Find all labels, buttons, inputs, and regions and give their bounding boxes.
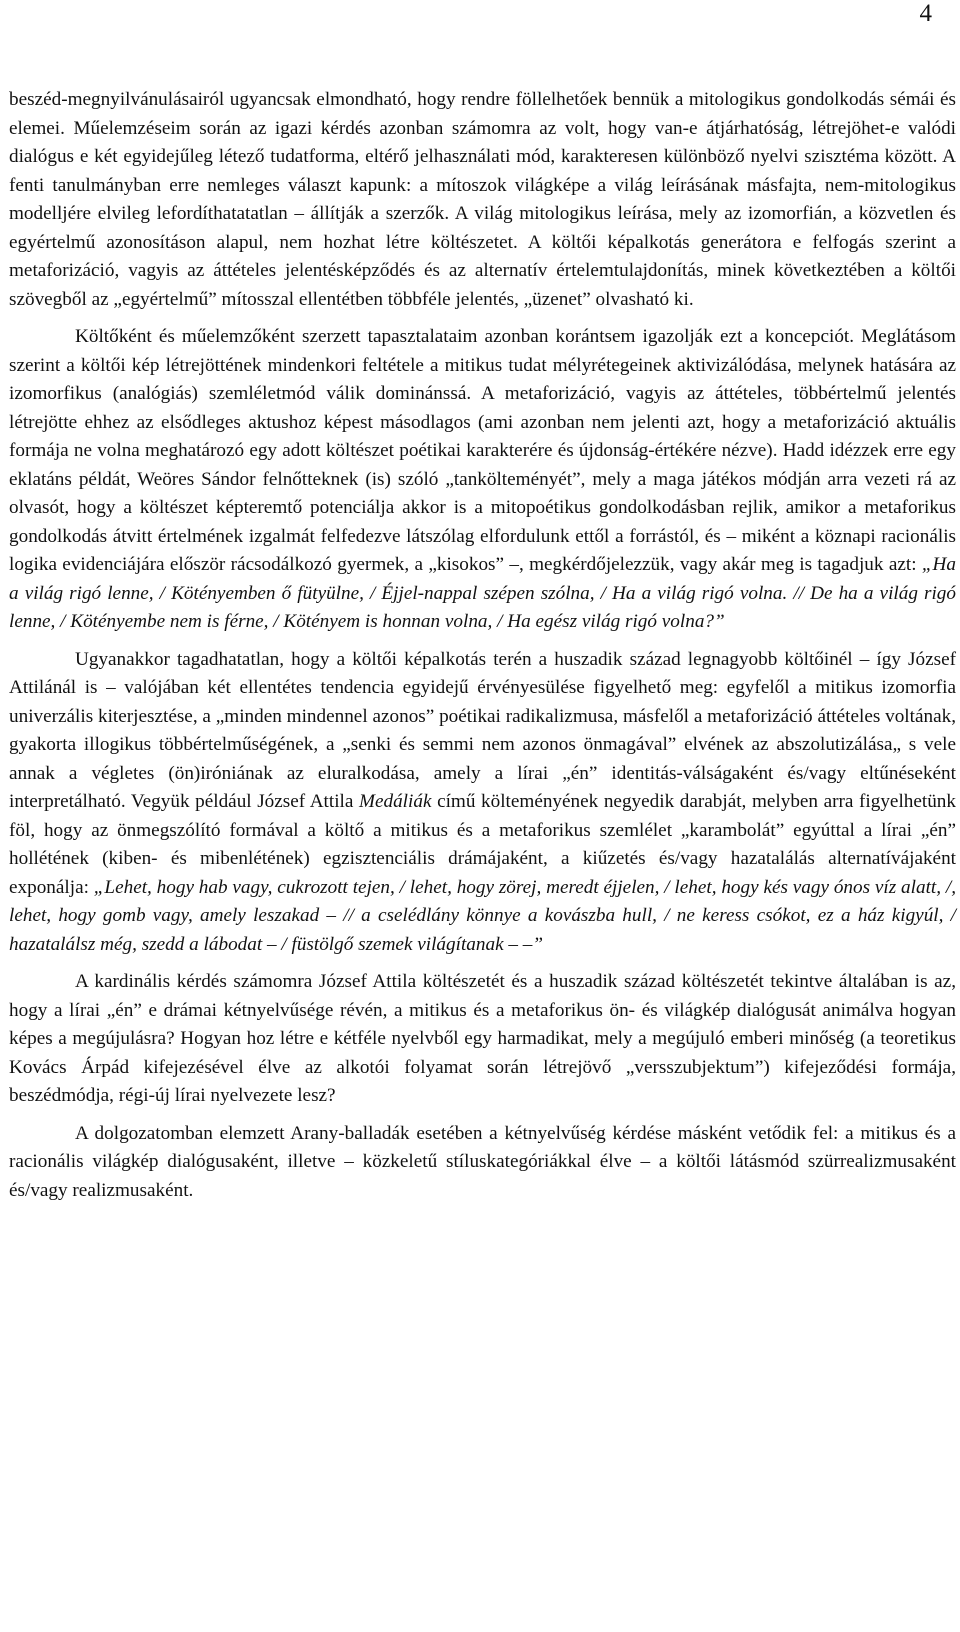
paragraph-1 (9, 86, 956, 314)
page-number: 4 (919, 0, 932, 27)
body-text (9, 86, 956, 1205)
paragraph-5 (9, 1120, 956, 1206)
paragraph-3 (9, 646, 956, 960)
poem-quote-jozsef-attila: „Lehet, hogy hab vagy, cukrozott tejen, / lehet, hogy zörej, meredt éjjelen, / lehet, hogy kés vagy ónos víz alatt, /, lehet, hogy gomb vagy, amely leszakad – // a cselédlány könnye a kovászba hull, / ne keress csókot, ez a ház kigyúl, / hazatalálsz még, szedd a lábodat – / füstölgő szemek világítanak – –” (9, 876, 956, 955)
paragraph-text: Költőként és műelemzőként szerzett tapasztalataim azonban korántsem igazolják ezt a koncepciót. Meglátásom szerint a költői kép létrejöttének mindenkori feltétele a mitikus tudat mélyrétegeinek aktivizálódása, melynek hatására az izomorfikus (analógiás) szemléletmód válik dominánssá. A metaforizáció, vagyis az áttételes, többértelmű jelentés létrejötte ehhez az elsődleges aktushoz képest másodlagos (ami azonban nem jelenti azt, hogy a metaforizáció aktuális formája ne volna meghatározó egy adott költészet poétikai karakterére és újdonság-értékére nézve). Hadd idézzek erre egy eklatáns példát, Weöres Sándor felnőtteknek (is) szóló „tankölteményét”, mely a maga játékos módján arra vezeti rá az olvasót, hogy a költészet képteremtő potenciálja akkor is a mitopoétikus gondolkodásban rejlik, amikor a metaforikus gondolkodás átvitt értelmének izgalmát felfedezve látszólag elfordulunk ettől a forrástól, és – miként a köznapi racionális logika evidenciájára először rácsodálkozó gyermek, a „kisokos” –, megkérdőjelezzük, vagy akár meg is tagadjuk azt: (9, 326, 956, 575)
work-title-medaliak: Medáliák (359, 791, 432, 812)
paragraph-text: A dolgozatomban elemzett Arany-balladák esetében a kétnyelvűség kérdése másként vetődik fel: a mitikus és a racionális világkép dialógusaként, illetve – közkeletű stíluskategóriákkal élve – a költői látásmód szürrealizmusaként és/vagy realizmusaként. (9, 1122, 956, 1201)
paragraph-2 (9, 323, 956, 637)
paragraph-4 (9, 968, 956, 1111)
paragraph-text: című költeményének negyedik darabját, melyben arra figyelhetünk föl, hogy az önmegszólító formával a költő a mitikus és a metaforikus szemlélet „karambolát” egyúttal a lírai „én” hollétének (kiben- és mibenlétének) egzisztenciális drámájaként, a kiűzetés és/vagy hazatalálás alternatívájaként exponálja: (9, 791, 956, 898)
paragraph-text: beszéd-megnyilvánulásairól ugyancsak elmondható, hogy rendre föllelhetőek bennük a mitologikus gondolkodás sémái és elemei. Műelemzéseim során az igazi kérdés azonban számomra az volt, hogy van-e átjárhatóság, létrejöhet-e valódi dialógus e két egyidejűleg létező tudatforma, eltérő jelhasználati mód, karakteresen különböző nyelvi szisztéma között. A fenti tanulmányban erre nemleges választ kapunk: a mítoszok világképe a világ leírásának másfajta, nem-mitologikus modelljére elvileg lefordíthatatatlan – állítják a szerzők. A világ mitologikus leírása, mely az izomorfián, a közvetlen és egyértelmű azonosításon alapul, nem hozhat létre költészetet. A költői képalkotás generátora e felfogás szerint a metaforizáció, vagyis az áttételes jelentésképződés és az alternatív értelemtulajdonítás, minek következtében a költői szövegből az „egyértelmű” mítosszal ellentétben többféle jelentés, „üzenet” olvasható ki. (9, 89, 956, 310)
paragraph-text: A kardinális kérdés számomra József Attila költészetét és a huszadik század költészetét tekintve általában is az, hogy a lírai „én” e drámai kétnyelvűsége révén, a mitikus és a metaforikus ön- és világkép dialógusát animálva hogyan képes a megújulásra? Hogyan hoz létre e kétféle nyelvből egy harmadikat, mely a megújuló emberi minőség (a teoretikus Kovács Árpád kifejezésével élve az alkotói folyamat során létrejövő „versszubjektum”) kifejeződési formája, beszédmódja, régi-új lírai nyelvezete lesz? (9, 971, 956, 1106)
poem-quote-weores: „Ha a világ rigó lenne, / Kötényemben ő fütyülne, / Éjjel-nappal szépen szólna, / Ha a világ rigó volna. // De ha a világ rigó lenne, / Kötényembe nem is férne, / Kötényem is honnan volna, / Ha egész világ rigó volna?” (9, 554, 956, 632)
paragraph-text: Ugyanakkor tagadhatatlan, hogy a költői képalkotás terén a huszadik század legnagyobb költőinél – így József Attilánál is – valójában két ellentétes tendencia egyidejű érvényesülése figyelhető meg: egyfelől a mitikus izomorfia univerzális kiterjesztése, a „minden mindennel azonos” poétikai radikalizmusa, másfelől a metaforizáció áttételes voltának, gyakorta illogikus többértelműségének, a „senki és semmi nem azonos önmagával” elvének az abszolutizálása„ s vele annak a végletes (ön)iróniának az eluralkodása, amely a lírai „én” identitás-válságaként és/vagy eltűnéseként interpretálható. Vegyük például József Attila (9, 648, 956, 812)
